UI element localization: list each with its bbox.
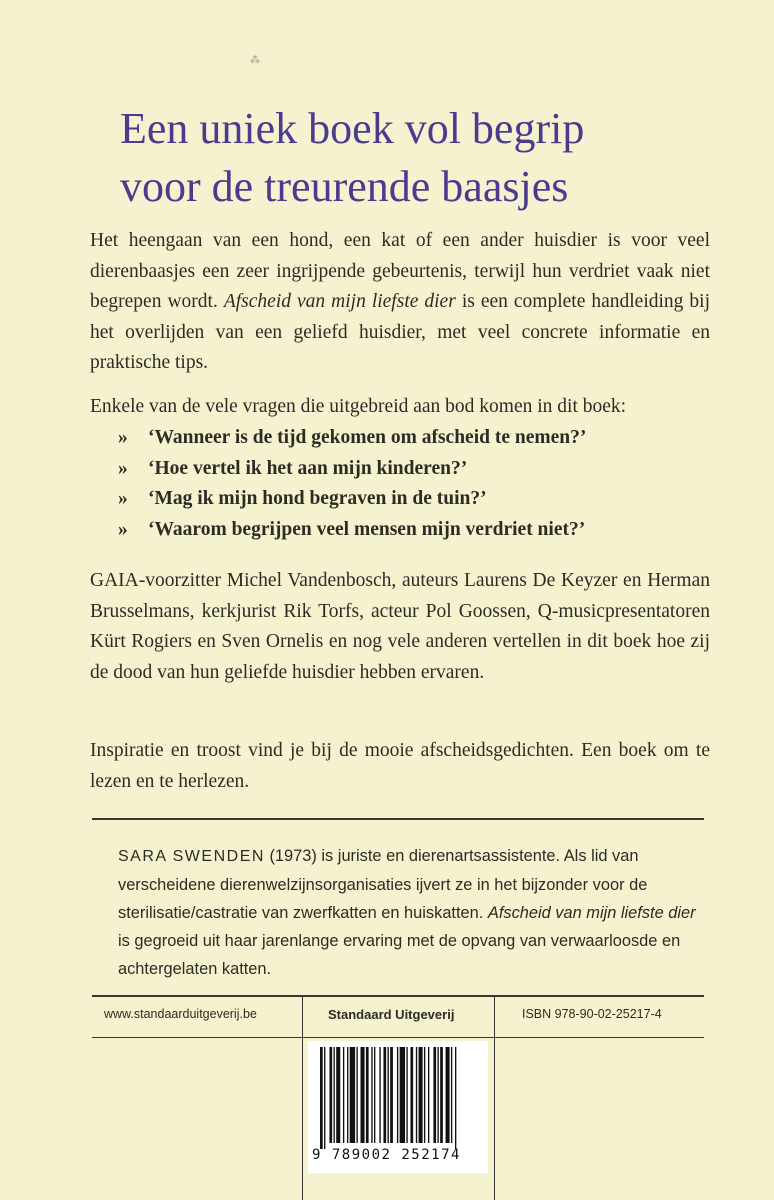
question-text: ‘Mag ik mijn hond begraven in de tuin?’ xyxy=(148,488,487,509)
barcode-bar xyxy=(371,1047,372,1143)
questions-intro: Enkele van de vele vragen die uitgebreid aan bod komen in dit boek: xyxy=(90,396,627,417)
author-text-after: is gegroeid uit haar jarenlange ervaring met de opvang van verwaarloosde en achtergelaten katten. xyxy=(118,932,681,978)
barcode-digits: 9 789002 252174 xyxy=(312,1147,461,1163)
barcode-bar xyxy=(419,1047,423,1143)
publisher-name: Standaard Uitgeverij xyxy=(328,1007,455,1022)
intro-paragraph xyxy=(90,226,710,379)
barcode-bar xyxy=(347,1047,348,1143)
question-text: ‘Waarom begrijpen veel mensen mijn verdriet niet?’ xyxy=(148,518,586,540)
question-text: ‘Wanneer is de tijd gekomen om afscheid te nemen?’ xyxy=(148,427,587,448)
headline-line-1: Een uniek boek vol begrip xyxy=(120,104,585,153)
contributors-paragraph: GAIA-voorzitter Michel Vandenbosch, auteurs Laurens De Keyzer en Herman Brusselmans, kerkjurist Rik Torfs, acteur Pol Goossen, Q-musicpresentatoren Kürt Rogiers en Sven Ornelis en nog vele anderen vertellen in dit boek hoe zij de dood van hun geliefde huisdier hebben ervaren. xyxy=(90,570,710,683)
intro-text-before: Het heengaan van een hond, een kat of een ander huisdier is voor veel dierenbaasjes een zeer ingrijpende gebeurtenis, terwijl hun verdriet vaak niet begrepen wordt. xyxy=(90,230,710,312)
barcode-bar xyxy=(343,1047,344,1143)
barcode-bar xyxy=(356,1047,357,1143)
intro-book-title: Afscheid van mijn liefste dier xyxy=(223,291,456,312)
barcode-bar xyxy=(428,1047,429,1143)
barcode-bar xyxy=(388,1047,389,1143)
barcode-bar xyxy=(416,1047,417,1143)
barcode-bar xyxy=(451,1047,452,1143)
question-text: ‘Hoe vertel ik het aan mijn kinderen?’ xyxy=(148,457,468,479)
barcode-bar xyxy=(433,1047,436,1143)
headline xyxy=(120,100,740,216)
questions-list xyxy=(118,423,718,545)
barcode-bar xyxy=(446,1047,450,1143)
list-item xyxy=(118,454,718,485)
barcode-bar xyxy=(390,1047,393,1143)
barcode-bar xyxy=(424,1047,425,1143)
barcode-bar xyxy=(320,1047,323,1149)
headline-line-2: voor de treurende baasjes xyxy=(120,162,569,211)
barcode-bar xyxy=(366,1047,369,1143)
list-item xyxy=(118,484,718,515)
footer-column-divider xyxy=(494,995,495,1200)
intro-text-after: is een complete handleiding bij het overlijden van een geliefd huisdier, met veel concrete informatie en praktische tips. xyxy=(90,291,711,373)
barcode-bar xyxy=(437,1047,438,1143)
list-item xyxy=(118,515,718,546)
barcode-bar xyxy=(383,1047,386,1143)
section-divider xyxy=(92,818,704,820)
barcode-bar xyxy=(455,1047,456,1149)
publisher-website: www.standaarduitgeverij.be xyxy=(104,1007,257,1021)
footer-mid-divider xyxy=(92,1037,704,1038)
barcode-bar xyxy=(397,1047,398,1143)
barcode-bar xyxy=(329,1047,332,1143)
barcode-bar xyxy=(334,1047,335,1143)
barcode-bar xyxy=(406,1047,407,1143)
barcode-bar xyxy=(350,1047,355,1143)
author-name: SARA SWENDEN xyxy=(118,848,265,865)
footer-column-divider xyxy=(302,995,303,1200)
list-item xyxy=(118,423,718,454)
barcode-bar xyxy=(400,1047,405,1143)
author-text-before: (1973) is juriste en dierenartsassistente. Als lid van verscheidene dierenwelzijnsorganisaties ijvert ze in het bijzonder voor de sterilisatie/castratie van zwerfkatten en huiskatten. xyxy=(118,847,648,922)
barcode-bar xyxy=(410,1047,413,1143)
author-book-title: Afscheid van mijn liefste dier xyxy=(487,904,696,922)
bullet-icon: » xyxy=(118,518,128,540)
barcode-bar xyxy=(379,1047,380,1143)
closing-paragraph: Inspiratie en troost vind je bij de mooie afscheidsgedichten. Een boek om te lezen en te herlezen. xyxy=(90,740,710,792)
bullet-icon: » xyxy=(118,488,128,509)
barcode xyxy=(308,1041,488,1173)
bullet-icon: » xyxy=(118,427,128,448)
barcode-bar xyxy=(336,1047,340,1143)
bullet-icon: » xyxy=(118,457,128,479)
isbn: ISBN 978-90-02-25217-4 xyxy=(522,1007,662,1021)
barcode-bar xyxy=(440,1047,443,1143)
barcode-bar xyxy=(374,1047,375,1143)
print-mark-icon: ⁂ xyxy=(250,55,260,66)
barcode-bar xyxy=(324,1047,325,1149)
barcode-bar xyxy=(361,1047,365,1143)
footer-top-divider xyxy=(92,995,704,997)
author-bio xyxy=(118,842,710,983)
publisher-footer xyxy=(92,995,704,1200)
